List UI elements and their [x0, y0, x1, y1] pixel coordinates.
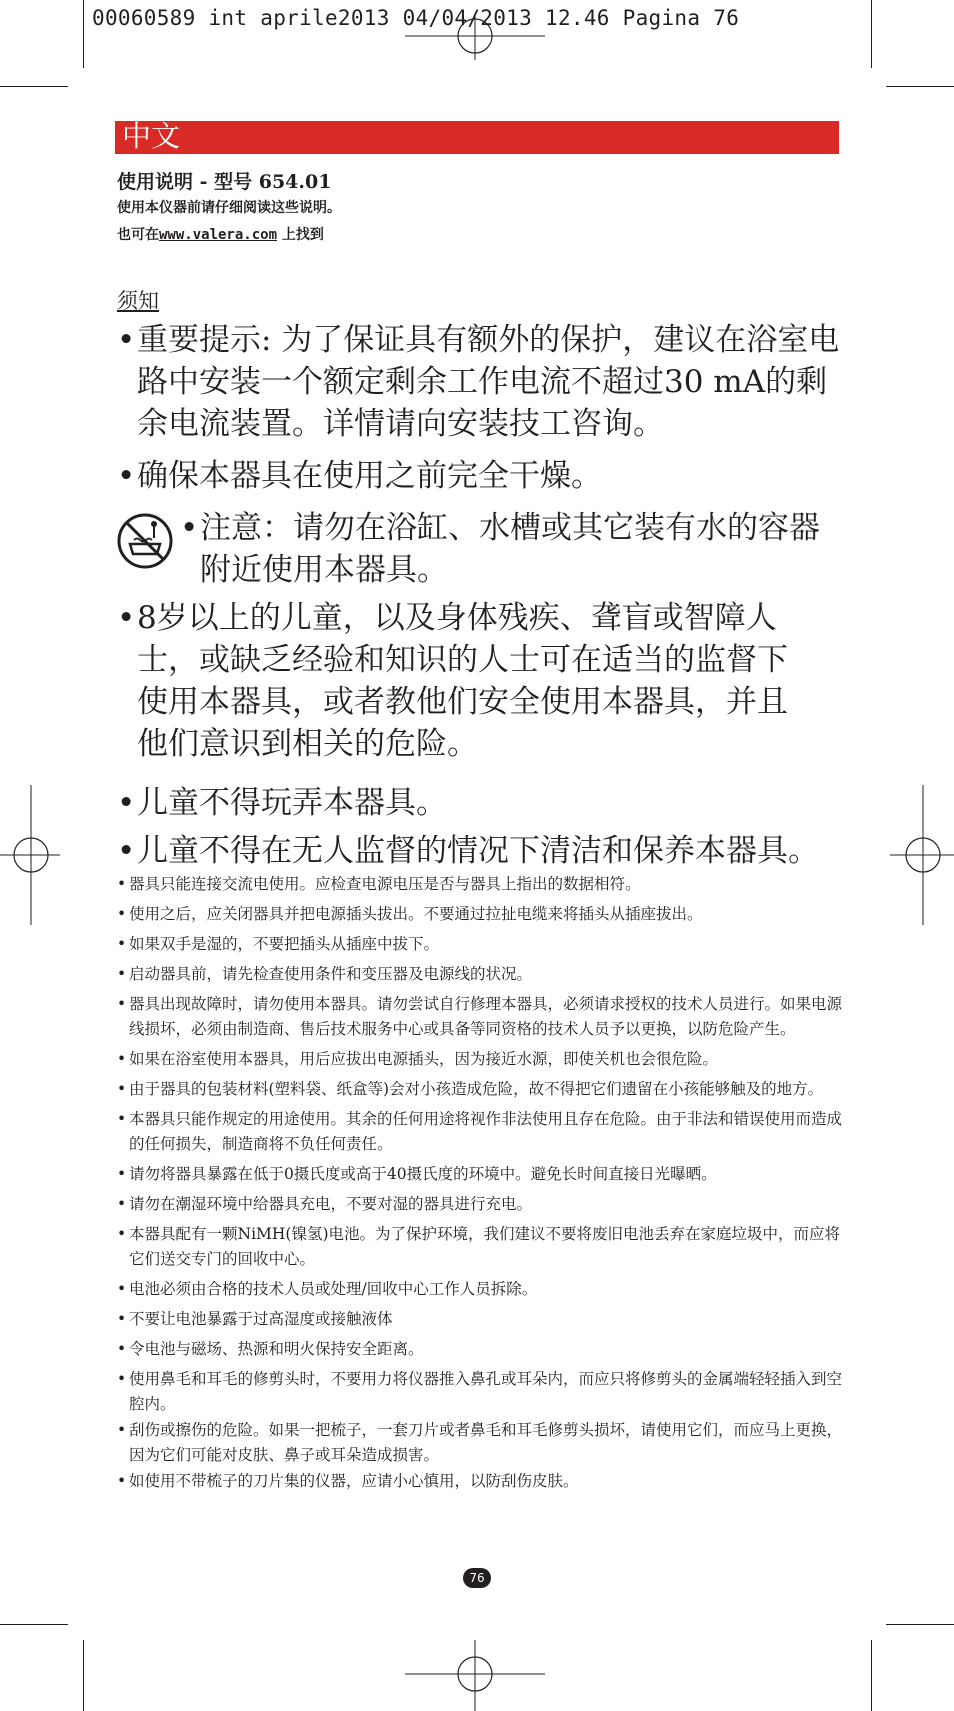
- crop-mark-line: [0, 1624, 68, 1625]
- bullet: •: [117, 322, 136, 358]
- list-item-text: 不要让电池暴露于过高湿度或接触液体: [129, 1310, 393, 1328]
- bullet: •: [180, 510, 199, 546]
- crop-mark-icon: [405, 10, 545, 60]
- list-item-text: 请勿将器具暴露在低于0摄氏度或高于40摄氏度的环境中。避免长时间直接日光曝晒。: [129, 1165, 717, 1183]
- list-item: [117, 992, 847, 1042]
- list-item-text: 请勿在潮湿环境中给器具充电，不要对湿的器具进行充电。: [129, 1195, 533, 1213]
- list-item-text: 本器具只能作规定的用途使用。其余的任何用途将视作非法使用且存在危险。由于非法和错误使用而造成的任何损失，制造商将不负任何责任。: [129, 1110, 843, 1153]
- section-title: 中文: [122, 119, 181, 153]
- section-bar: [115, 121, 839, 154]
- list-item: [117, 902, 847, 927]
- list-item-text: 使用鼻毛和耳毛的修剪头时，不要用力将仪器推入鼻孔或耳朵内，而应只将修剪头的金属端轻轻插入到空腔内。: [129, 1370, 843, 1413]
- bullet: •: [117, 935, 127, 953]
- website-prefix: 也可在: [117, 227, 159, 243]
- list-item-text: 器具出现故障时，请勿使用本器具。请勿尝试自行修理本器具，必须请求授权的技术人员进行。如果电源线损坏，必须由制造商、售后技术服务中心或具备等同资格的技术人员予以更换，以防危险产生。: [129, 995, 843, 1038]
- bullet: •: [117, 1225, 127, 1243]
- large-warning-text: 注意：请勿在浴缸、水槽或其它装有水的容器附近使用本器具。: [200, 510, 820, 588]
- list-item: [117, 1162, 847, 1187]
- bullet: •: [117, 1370, 127, 1388]
- website-note: [117, 224, 324, 244]
- crop-mark-line: [871, 0, 872, 68]
- crop-mark-line: [83, 0, 84, 68]
- list-item: [117, 1418, 847, 1468]
- bullet: •: [117, 600, 136, 636]
- list-item: [117, 872, 847, 897]
- bullet: •: [117, 995, 127, 1013]
- list-item: [117, 1047, 847, 1072]
- crop-mark-icon: [890, 785, 954, 925]
- list-item: [117, 1192, 847, 1217]
- bullet: •: [117, 1080, 127, 1098]
- large-warning-text: 8岁以上的儿童，以及身体残疾、聋盲或智障人士，或缺乏经验和知识的人士可在适当的监督下使用本器具，或者教他们安全使用本器具，并且他们意识到相关的危险。: [137, 600, 788, 762]
- list-item-text: 电池必须由合格的技术人员或处理/回收中心工作人员拆除。: [129, 1280, 538, 1298]
- bullet: •: [117, 1050, 127, 1068]
- bullet: •: [117, 1421, 127, 1439]
- small-warning-list: [117, 872, 847, 1494]
- list-item-text: 由于器具的包装材料(塑料袋、纸盒等)会对小孩造成危险，故不得把它们遗留在小孩能够触及的地方。: [129, 1080, 824, 1098]
- large-warning-item: [117, 597, 817, 765]
- list-item: [117, 1222, 847, 1272]
- bullet: •: [117, 875, 127, 893]
- large-warning-item: [117, 830, 857, 872]
- bullet: •: [117, 458, 136, 494]
- crop-mark-icon: [405, 1640, 545, 1711]
- bullet: •: [117, 785, 136, 821]
- crop-mark-line: [83, 1640, 84, 1711]
- list-item: [117, 962, 847, 987]
- crop-mark-icon: [0, 785, 60, 925]
- list-item-text: 刮伤或擦伤的危险。如果一把梳子，一套刀片或者鼻毛和耳毛修剪头损坏，请使用它们，而应马上更换，因为它们可能对皮肤、鼻子或耳朵造成损害。: [129, 1421, 843, 1464]
- large-warning-text: 儿童不得在无人监督的情况下清洁和保养本器具。: [137, 833, 819, 869]
- list-item-text: 本器具配有一颗NiMH(镍氢)电池。为了保护环境，我们建议不要将废旧电池丢弃在家庭垃圾中，而应将它们送交专门的回收中心。: [129, 1225, 841, 1268]
- warnings-title: 须知: [117, 289, 159, 313]
- print-header: 00060589 int aprile2013 04/04/2013 12.46 Pagina 76: [92, 6, 740, 30]
- bullet: •: [117, 1195, 127, 1213]
- bullet: •: [117, 1165, 127, 1183]
- list-item-text: 如使用不带梳子的刀片集的仪器，应请小心慎用，以防刮伤皮肤。: [129, 1472, 579, 1490]
- website-link[interactable]: www.valera.com: [159, 227, 278, 243]
- bullet: •: [117, 1340, 127, 1358]
- crop-mark-line: [871, 1640, 872, 1711]
- bullet: •: [117, 905, 127, 923]
- list-item: [117, 1077, 847, 1102]
- list-item: [117, 1337, 847, 1362]
- crop-mark-line: [886, 86, 954, 87]
- bullet: •: [117, 1280, 127, 1298]
- list-item-text: 使用之后，应关闭器具并把电源插头拔出。不要通过拉扯电缆来将插头从插座拔出。: [129, 905, 703, 923]
- large-warning-text: 儿童不得玩弄本器具。: [137, 785, 447, 821]
- website-suffix: 上找到: [277, 227, 324, 243]
- list-item-text: 令电池与磁场、热源和明火保持安全距离。: [129, 1340, 424, 1358]
- bullet: •: [117, 833, 136, 869]
- list-item: [117, 1277, 847, 1302]
- large-warning-item: [117, 455, 857, 497]
- list-item-text: 启动器具前，请先检查使用条件和变压器及电源线的状况。: [129, 965, 533, 983]
- large-warning-item: [117, 782, 857, 824]
- no-bath-icon: [116, 512, 174, 570]
- large-warning-text: 确保本器具在使用之前完全干燥。: [137, 458, 602, 494]
- large-warning-text: 重要提示: 为了保证具有额外的保护，建议在浴室电路中安装一个额定剩余工作电流不超过30 mA的剩余电流装置。详情请向安装技工咨询。: [137, 322, 840, 442]
- list-item-text: 如果双手是湿的，不要把插头从插座中拔下。: [129, 935, 440, 953]
- list-item: [117, 1107, 847, 1157]
- model-line: 使用说明 - 型号 654.01: [117, 171, 332, 193]
- bullet: •: [117, 1472, 127, 1490]
- list-item-text: 如果在浴室使用本器具，用后应拔出电源插头，因为接近水源，即使关机也会很危险。: [129, 1050, 719, 1068]
- read-before-note: 使用本仪器前请仔细阅读这些说明。: [117, 200, 341, 216]
- bullet: •: [117, 1310, 127, 1328]
- page-number: 76: [463, 1568, 491, 1588]
- list-item-text: 器具只能连接交流电使用。应检查电源电压是否与器具上指出的数据相符。: [129, 875, 641, 893]
- list-item: [117, 1307, 847, 1332]
- list-item: [117, 1367, 847, 1417]
- crop-mark-line: [0, 86, 68, 87]
- list-item: [117, 932, 847, 957]
- large-warning-item: [180, 507, 820, 591]
- large-warning-item: [117, 319, 857, 445]
- crop-mark-line: [886, 1624, 954, 1625]
- list-item: [117, 1469, 847, 1494]
- bullet: •: [117, 965, 127, 983]
- bullet: •: [117, 1110, 127, 1128]
